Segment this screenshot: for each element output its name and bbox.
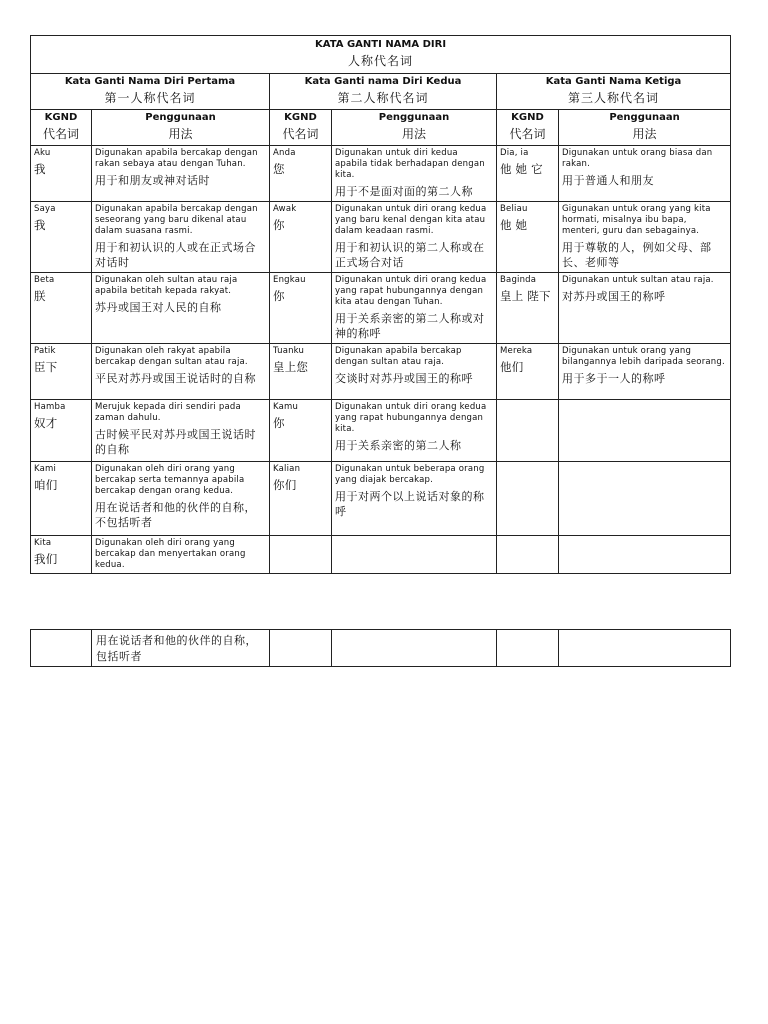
pronoun-zh: 皇上 陛下 bbox=[500, 289, 551, 303]
pronoun-ms: Baginda bbox=[500, 275, 537, 285]
pronoun-cell bbox=[270, 344, 332, 400]
pronoun-ms: Anda bbox=[273, 148, 296, 158]
usage-zh: 用于尊敬的人，例如父母、部长、老师等 bbox=[562, 241, 712, 269]
pronoun-zh: 你 bbox=[273, 289, 285, 303]
usage-ms: Digunakan oleh sultan atau raja apabila betitah kepada rakyat. bbox=[95, 275, 238, 296]
pronoun-ms: Hamba bbox=[34, 402, 66, 412]
pronoun-ms: Dia, ia bbox=[500, 148, 529, 158]
usage-cell bbox=[559, 400, 731, 462]
pronoun-zh: 他 她 bbox=[500, 218, 528, 232]
usage-ms: Digunakan oleh diri orang yang bercakap dan menyertakan orang kedua. bbox=[95, 538, 246, 570]
pronoun-cell bbox=[270, 462, 332, 536]
pronoun-ms: Beliau bbox=[500, 204, 528, 214]
usage-ms: Digunakan untuk orang biasa dan rakan. bbox=[562, 148, 713, 169]
section-label-zh: 第一人称代名词 bbox=[104, 91, 196, 105]
section-second-person bbox=[270, 74, 497, 110]
usage-cell bbox=[92, 146, 270, 202]
usage-cell bbox=[332, 536, 497, 574]
col-kgnd-label-zh: 代名词 bbox=[42, 127, 79, 141]
usage-zh: 用在说话者和他的伙伴的自称，不包括听者 bbox=[95, 501, 256, 529]
table-row bbox=[31, 462, 731, 536]
pronoun-cell bbox=[270, 400, 332, 462]
col-use-label: Penggunaan bbox=[609, 112, 680, 123]
usage-ms: Digunakan untuk orang yang bilangannya lebih daripada seorang. bbox=[562, 346, 725, 367]
pronoun-ms: Kami bbox=[34, 464, 57, 474]
usage-zh: 古时候平民对苏丹或国王说话时的自称 bbox=[95, 428, 256, 456]
title-zh: 人称代名词 bbox=[348, 54, 414, 68]
usage-cell bbox=[92, 462, 270, 536]
pronoun-ms: Awak bbox=[273, 204, 297, 214]
pronoun-zh: 他 她 它 bbox=[500, 162, 543, 176]
pronoun-cell bbox=[31, 146, 92, 202]
pronoun-zh: 我们 bbox=[34, 552, 58, 566]
usage-zh: 用于和初认识的第二人称或在正式场合对话 bbox=[335, 241, 485, 269]
usage-ms: Digunakan oleh rakyat apabila bercakap dengan sultan atau raja. bbox=[95, 346, 248, 367]
section-label-zh: 第二人称代名词 bbox=[337, 91, 429, 105]
section-label: Kata Ganti Nama Ketiga bbox=[545, 76, 682, 87]
pronoun-zh: 他们 bbox=[500, 360, 524, 374]
pronoun-ms: Mereka bbox=[500, 346, 533, 356]
usage-zh: 用于关系亲密的第二人称 bbox=[335, 439, 462, 452]
pronoun-cell bbox=[31, 400, 92, 462]
title-row bbox=[31, 36, 731, 74]
usage-zh: 用于和朋友或神对话时 bbox=[95, 174, 210, 187]
pronoun-cell bbox=[270, 146, 332, 202]
table-row bbox=[31, 273, 731, 344]
pronoun-ms: Patik bbox=[34, 346, 56, 356]
pronoun-cell bbox=[270, 273, 332, 344]
usage-cell bbox=[559, 146, 731, 202]
section-header-row bbox=[31, 74, 731, 110]
empty-cell bbox=[559, 630, 731, 667]
pronoun-ms: Kalian bbox=[273, 464, 301, 474]
col-use bbox=[332, 110, 497, 146]
empty-cell bbox=[31, 630, 92, 667]
pronoun-zh: 咱们 bbox=[34, 478, 58, 492]
empty-cell bbox=[270, 630, 332, 667]
col-use bbox=[559, 110, 731, 146]
col-kgnd bbox=[31, 110, 92, 146]
usage-ms: Digunakan untuk diri kedua apabila tidak berhadapan dengan kita. bbox=[335, 148, 485, 180]
usage-zh: 用于多于一人的称呼 bbox=[562, 372, 666, 385]
table-row bbox=[31, 344, 731, 400]
pronoun-zh: 你们 bbox=[273, 478, 297, 492]
col-kgnd bbox=[270, 110, 332, 146]
empty-cell bbox=[332, 630, 497, 667]
pronoun-zh: 臣下 bbox=[34, 360, 58, 374]
usage-cell bbox=[332, 344, 497, 400]
col-kgnd-label-zh: 代名词 bbox=[282, 127, 319, 141]
pronoun-cell bbox=[497, 400, 559, 462]
pronoun-ms: Tuanku bbox=[273, 346, 305, 356]
extra-row bbox=[31, 630, 731, 667]
table-row bbox=[31, 536, 731, 574]
usage-zh: 交谈时对苏丹或国王的称呼 bbox=[335, 372, 473, 385]
section-label: Kata Ganti nama Diri Kedua bbox=[304, 76, 462, 87]
usage-zh: 苏丹或国王对人民的自称 bbox=[95, 301, 222, 314]
title-ms: KATA GANTI NAMA DIRI bbox=[315, 39, 447, 50]
usage-cell bbox=[92, 273, 270, 344]
usage-cell bbox=[559, 462, 731, 536]
pronoun-ms: Aku bbox=[34, 148, 51, 158]
usage-cell bbox=[332, 462, 497, 536]
pronoun-zh: 我 bbox=[34, 218, 46, 232]
section-third-person bbox=[497, 74, 731, 110]
pronoun-zh: 奴才 bbox=[34, 416, 58, 430]
usage-zh: 用于和初认识的人或在正式场合对话时 bbox=[95, 241, 256, 269]
pronoun-cell bbox=[497, 273, 559, 344]
pronoun-ms: Kamu bbox=[273, 402, 299, 412]
pronoun-cell bbox=[31, 536, 92, 574]
extra-usage-zh: 用在说话者和他的伙伴的自称，包括听者 bbox=[92, 630, 270, 667]
col-use-label: Penggunaan bbox=[378, 112, 450, 123]
usage-ms: Digunakan untuk diri orang kedua yang rapat hubungannya dengan kita atau dengan Tuhan. bbox=[335, 275, 487, 307]
pronoun-cell bbox=[270, 202, 332, 273]
pronoun-cell bbox=[31, 202, 92, 273]
usage-ms: Digunakan oleh diri orang yang bercakap serta temannya apabila bercakap dengan orang kedua. bbox=[95, 464, 245, 496]
usage-cell bbox=[92, 344, 270, 400]
pronoun-zh: 皇上您 bbox=[273, 360, 309, 374]
col-use-label: Penggunaan bbox=[145, 112, 216, 123]
pronoun-cell bbox=[497, 146, 559, 202]
usage-ms: Digunakan untuk diri orang kedua yang rapat hubungannya dengan kita. bbox=[335, 402, 487, 434]
pronoun-table bbox=[30, 35, 731, 574]
pronoun-zh: 您 bbox=[273, 162, 285, 176]
usage-cell bbox=[559, 273, 731, 344]
pronoun-cell bbox=[31, 273, 92, 344]
pronoun-zh: 朕 bbox=[34, 289, 46, 303]
usage-cell bbox=[332, 400, 497, 462]
usage-cell bbox=[332, 273, 497, 344]
usage-cell bbox=[92, 202, 270, 273]
usage-cell bbox=[559, 344, 731, 400]
usage-zh: 用于普通人和朋友 bbox=[562, 174, 654, 187]
col-kgnd-label: KGND bbox=[44, 112, 78, 123]
usage-ms: Digunakan apabila bercakap dengan sultan atau raja. bbox=[335, 346, 462, 367]
pronoun-zh: 你 bbox=[273, 218, 285, 232]
usage-zh: 对苏丹或国王的称呼 bbox=[562, 290, 666, 303]
usage-cell bbox=[332, 202, 497, 273]
pronoun-ms: Beta bbox=[34, 275, 55, 285]
usage-ms: Digunakan untuk sultan atau raja. bbox=[562, 275, 714, 285]
pronoun-cell bbox=[497, 462, 559, 536]
usage-ms: Digunakan apabila bercakap dengan seseorang yang baru dikenal atau dalam suasana rasmi. bbox=[95, 204, 258, 236]
usage-zh: 平民对苏丹或国王说话时的自称 bbox=[95, 372, 256, 385]
section-label-zh: 第三人称代名词 bbox=[568, 91, 660, 105]
section-first-person bbox=[31, 74, 270, 110]
column-header-row bbox=[31, 110, 731, 146]
section-label: Kata Ganti Nama Diri Pertama bbox=[64, 76, 236, 87]
table-row bbox=[31, 202, 731, 273]
pronoun-ms: Engkau bbox=[273, 275, 306, 285]
table-row bbox=[31, 400, 731, 462]
table-title bbox=[31, 36, 731, 74]
usage-zh: 用于不是面对面的第二人称 bbox=[335, 185, 473, 198]
usage-ms: Merujuk kepada diri sendiri pada zaman dahulu. bbox=[95, 402, 241, 423]
pronoun-zh: 我 bbox=[34, 162, 46, 176]
usage-ms: Gigunakan untuk orang yang kita hormati, misalnya ibu bapa, menteri, guru dan sebagainya. bbox=[562, 204, 711, 236]
usage-ms: Digunakan untuk beberapa orang yang diajak bercakap. bbox=[335, 464, 485, 485]
col-kgnd-label: KGND bbox=[284, 112, 317, 123]
col-use bbox=[92, 110, 270, 146]
col-use-label-zh: 用法 bbox=[401, 127, 426, 141]
col-kgnd-label: KGND bbox=[511, 112, 544, 123]
empty-cell bbox=[497, 630, 559, 667]
usage-cell bbox=[92, 400, 270, 462]
usage-cell bbox=[92, 536, 270, 574]
usage-cell bbox=[559, 202, 731, 273]
pronoun-ms: Saya bbox=[34, 204, 56, 214]
usage-ms: Digunakan untuk diri orang kedua yang baru kenal dengan kita atau dalam keadaan rasmi. bbox=[335, 204, 487, 236]
usage-cell bbox=[559, 536, 731, 574]
pronoun-cell bbox=[31, 344, 92, 400]
pronoun-cell bbox=[270, 536, 332, 574]
usage-zh: 用于关系亲密的第二人称或对神的称呼 bbox=[335, 312, 485, 340]
col-use-label-zh: 用法 bbox=[168, 127, 193, 141]
pronoun-cell bbox=[497, 202, 559, 273]
usage-ms: Digunakan apabila bercakap dengan rakan sebaya atau dengan Tuhan. bbox=[95, 148, 258, 169]
extra-table bbox=[30, 629, 731, 667]
table-row bbox=[31, 146, 731, 202]
pronoun-cell bbox=[497, 344, 559, 400]
usage-zh: 用于对两个以上说话对象的称呼 bbox=[335, 490, 485, 518]
col-kgnd bbox=[497, 110, 559, 146]
col-use-label-zh: 用法 bbox=[632, 127, 657, 141]
pronoun-cell bbox=[31, 462, 92, 536]
pronoun-zh: 你 bbox=[273, 416, 285, 430]
usage-cell bbox=[332, 146, 497, 202]
pronoun-cell bbox=[497, 536, 559, 574]
col-kgnd-label-zh: 代名词 bbox=[509, 127, 546, 141]
pronoun-ms: Kita bbox=[34, 538, 52, 548]
